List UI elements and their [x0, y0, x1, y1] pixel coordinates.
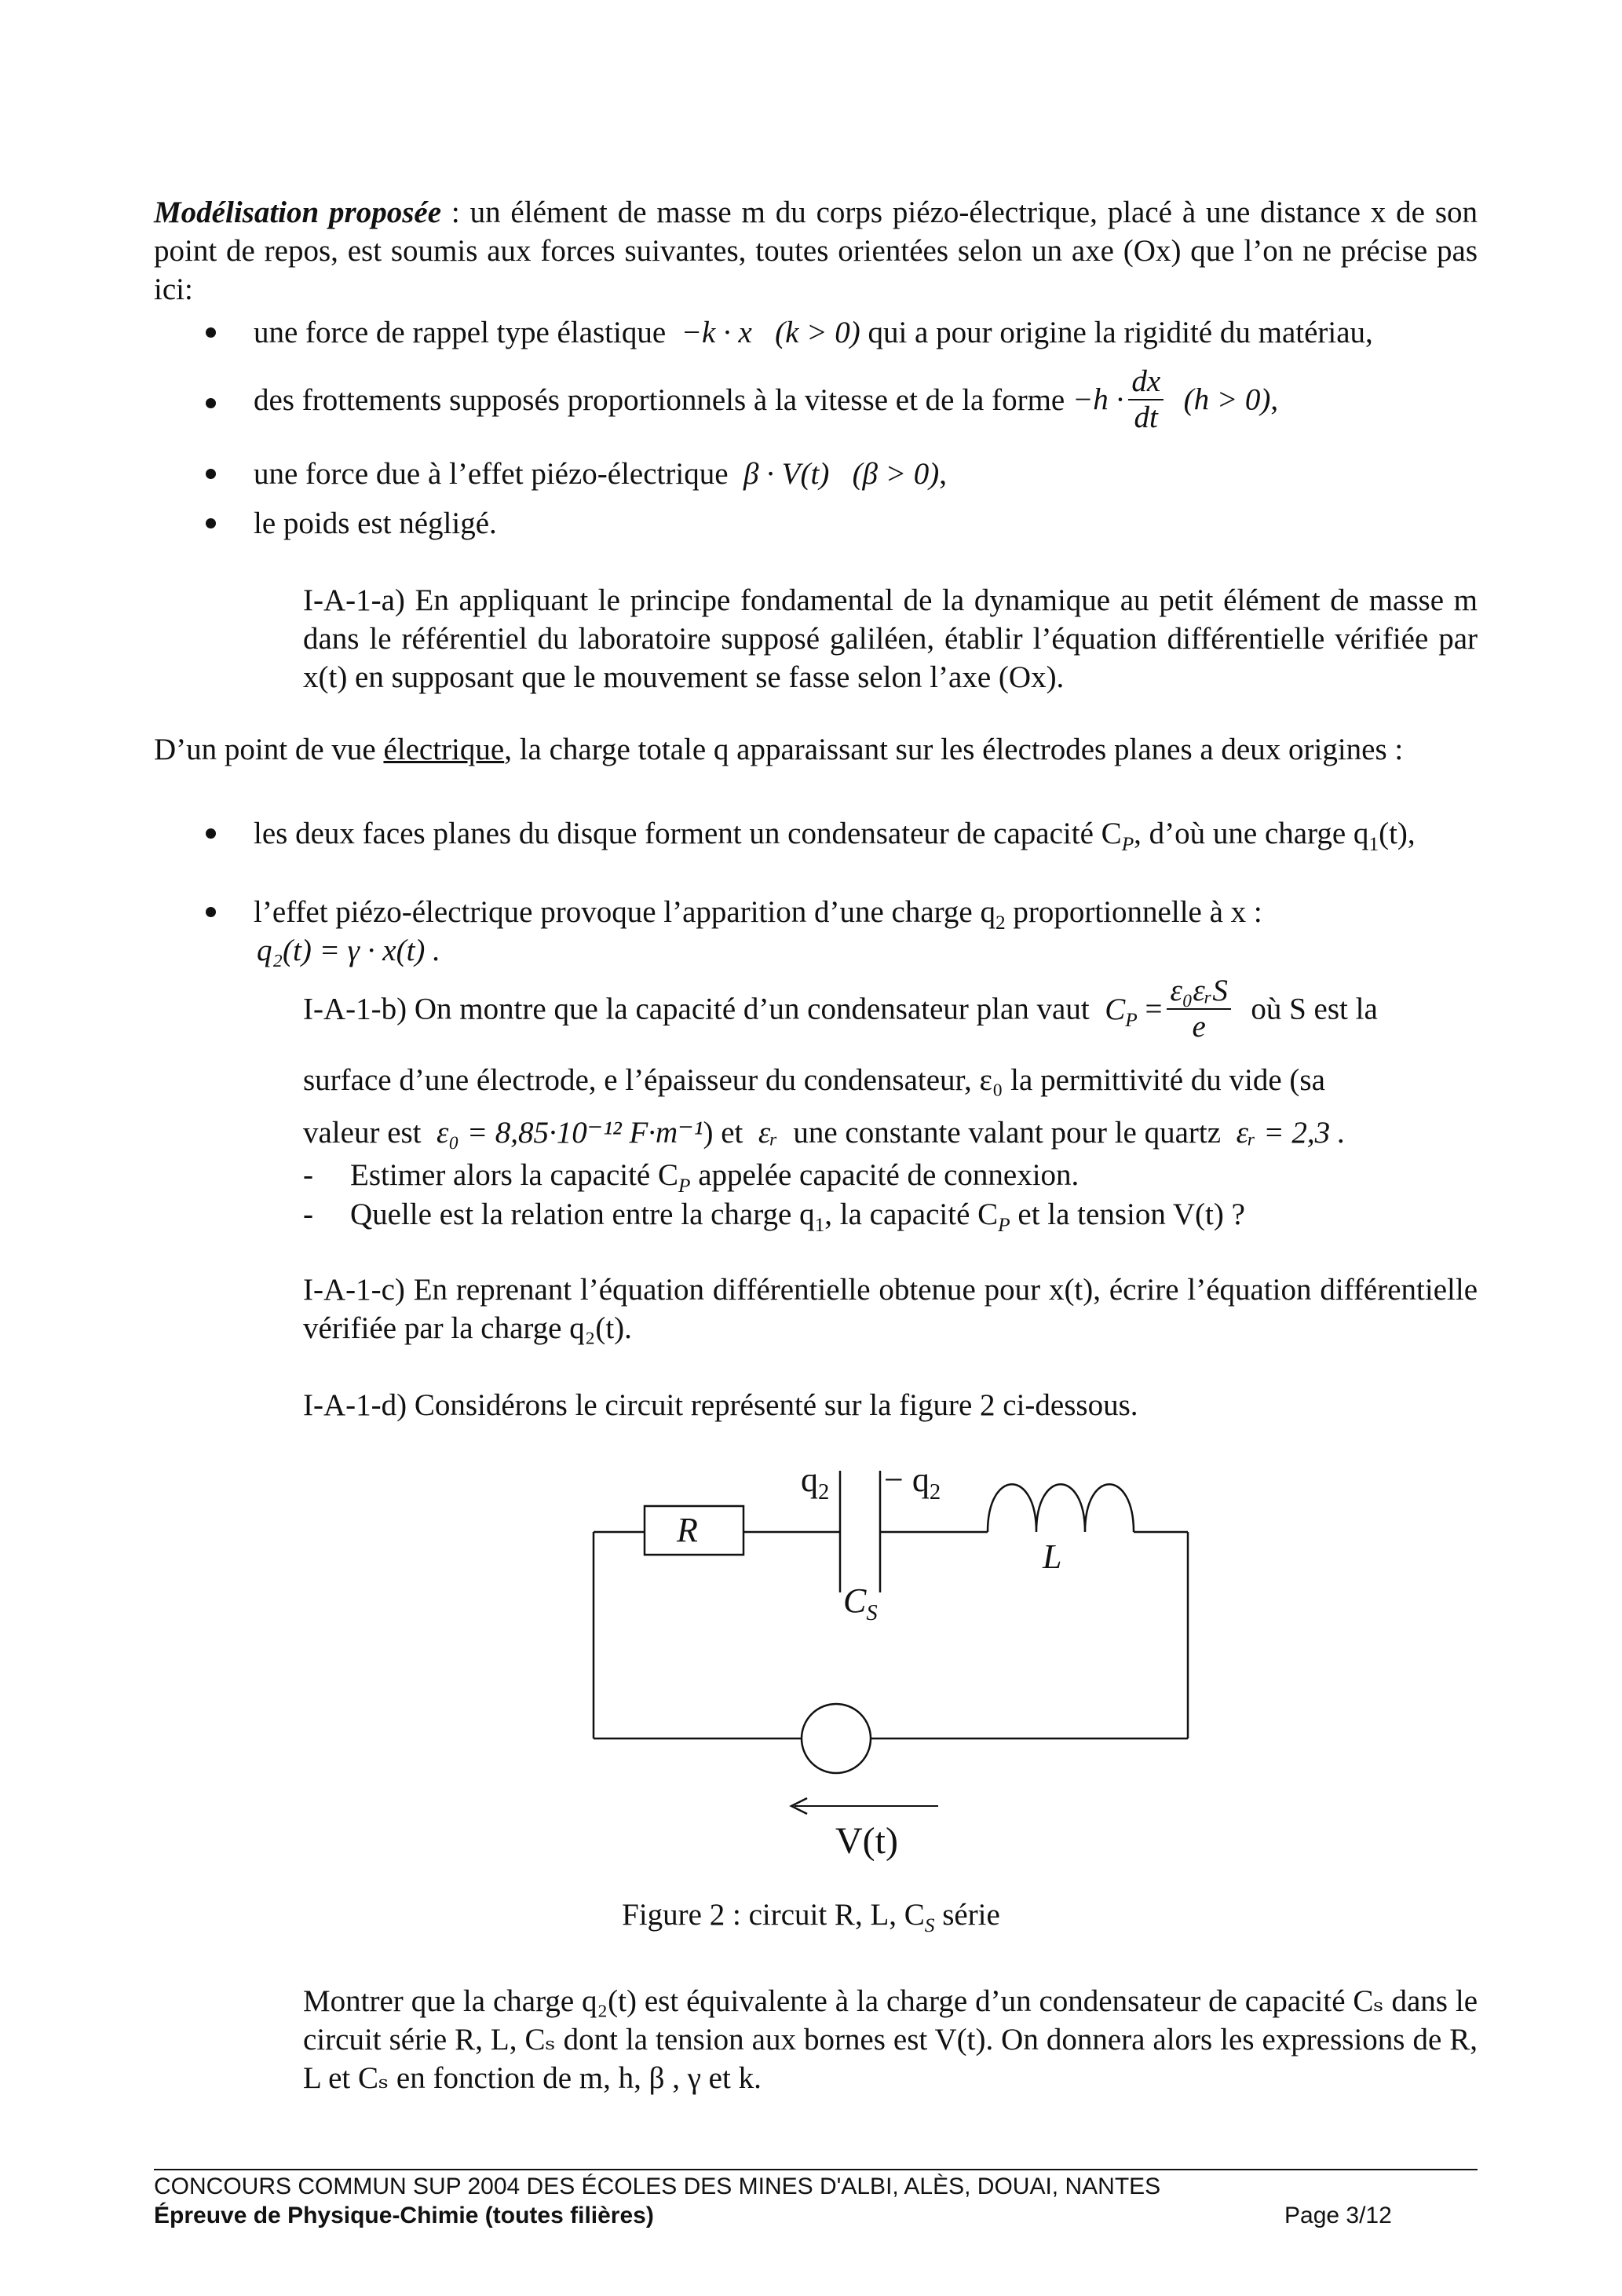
intro-text: : un élément de masse m du corps piézo-électrique, placé à une distance x de son point de repos, est soumis aux forces suivantes, toutes orientées selon un axe (Ox) que l’on ne précise pas ici:: [154, 196, 1478, 306]
cp-equals: =: [1145, 992, 1163, 1026]
force-friction-cond: (h > 0): [1183, 382, 1271, 417]
label-minus-q2-text: − q: [884, 1461, 930, 1499]
force-friction-math: −h ·: [1072, 382, 1124, 417]
label-minus-q2: [884, 1461, 941, 1504]
label-minus-q2-sub: 2: [929, 1479, 941, 1504]
figure-caption: [0, 1896, 1622, 1934]
force-weight-text: le poids est négligé.: [254, 506, 497, 540]
fraction-denominator: dt: [1134, 400, 1158, 434]
dash-marker: -: [303, 1158, 313, 1192]
footer-rule: [154, 2169, 1478, 2170]
label-Cs: [843, 1581, 878, 1625]
piezo-charge-equation: q₂(t) = γ · x(t) .: [257, 934, 440, 967]
cp-numerator: ε₀εᵣS: [1167, 974, 1230, 1010]
q1b-item2-post: et la tension V(t) ?: [1010, 1197, 1245, 1231]
epsilon-r: εᵣ: [758, 1116, 778, 1150]
caption-post: série: [934, 1898, 1000, 1932]
piezo-charge-sub: 2: [995, 911, 1006, 934]
cp-lhs-sub: P: [1125, 1008, 1138, 1031]
force-piezo-math: β · V(t): [743, 457, 830, 491]
caption-text: Figure 2 : circuit R, L, C: [622, 1898, 925, 1932]
fraction-numerator: dx: [1128, 364, 1164, 400]
q1b-l3-pre: valeur est: [303, 1116, 422, 1150]
cp-denominator: e: [1192, 1010, 1206, 1044]
q1b-l3-mid: ) et: [703, 1116, 743, 1150]
electric-underlined: électrique: [383, 733, 505, 766]
label-V: V(t): [835, 1820, 898, 1862]
footer-page: Page 3/12: [1284, 2203, 1392, 2228]
question-1b-line2: surface d’une électrode, e l’épaisseur du condensateur, ε₀ la permittivité du vide (sa: [303, 1063, 1325, 1097]
caption-sub: S: [924, 1914, 935, 1936]
force-elastic-tail: qui a pour origine la rigidité du matériau,: [868, 316, 1373, 349]
capacitor-end: (t),: [1379, 817, 1416, 850]
piezo-charge-post: proportionnelle à x :: [1005, 895, 1262, 929]
label-q2: [801, 1461, 830, 1504]
force-piezo-tail: ,: [939, 457, 948, 491]
capacitor-sub2: 1: [1368, 832, 1379, 855]
question-1a: I-A-1-a) En appliquant le principe fondamental de la dynamique au petit élément de masse m dans le référentiel du laboratoire supposé galiléen, établir l’équation différentielle vérifiée par x(t) en supposant que le mouvement se fasse selon l’axe (Ox).: [303, 583, 1478, 694]
closing-paragraph: Montrer que la charge q₂(t) est équivalente à la charge d’un condensateur de capacité Cₛ dans le circuit série R, L, Cₛ dont la tension aux bornes est V(t). On donnera alors les expressions de R, L et Cₛ en fonction de m, h, β , γ et k.: [303, 1984, 1478, 2095]
q1b-l3-post: une constante valant pour le quartz: [793, 1116, 1222, 1150]
epsilon0-value: ε₀ = 8,85·10⁻¹² F·m⁻¹: [437, 1116, 703, 1150]
label-q2-text: q: [801, 1461, 818, 1499]
question-1c: I-A-1-c) En reprenant l’équation différentielle obtenue pour x(t), écrire l’équation différentielle vérifiée par la charge q₂(t).: [303, 1273, 1478, 1345]
q1b-item2-text: Quelle est la relation entre la charge q: [350, 1197, 815, 1231]
q1b-post: où S est la: [1251, 992, 1378, 1026]
force-friction-tail: ,: [1270, 382, 1279, 417]
piezo-charge-text: l’effet piézo-électrique provoque l’apparition d’une charge q: [254, 895, 995, 929]
force-elastic-cond: (k > 0): [775, 316, 860, 349]
q1b-pre: I-A-1-b) On montre que la capacité d’un condensateur plan vaut: [303, 992, 1090, 1026]
dash-marker: -: [303, 1197, 313, 1231]
q1b-item1-sub: P: [678, 1174, 691, 1197]
footer-line1: CONCOURS COMMUN SUP 2004 DES ÉCOLES DES MINES D'ALBI, ALÈS, DOUAI, NANTES: [154, 2174, 1161, 2199]
q1b-item1-post: appelée capacité de connexion.: [690, 1158, 1080, 1192]
capacitor-sub: P: [1121, 832, 1134, 855]
q1b-item2-sub2: P: [998, 1213, 1010, 1236]
force-friction-text: des frottements supposés proportionnels à la vitesse et de la forme: [254, 382, 1065, 417]
label-R: R: [677, 1511, 698, 1549]
q1b-item1-text: Estimer alors la capacité C: [350, 1158, 678, 1192]
force-elastic-math: −k · x: [681, 316, 752, 349]
footer-line2: Épreuve de Physique-Chimie (toutes filières): [154, 2203, 654, 2228]
electric-post: , la charge totale q apparaissant sur les électrodes planes a deux origines :: [504, 733, 1404, 766]
electric-pre: D’un point de vue: [154, 733, 384, 766]
force-piezo-cond: (β > 0): [852, 457, 940, 491]
q1b-item2-mid: , la capacité C: [824, 1197, 999, 1231]
force-piezo-text: une force due à l’effet piézo-électrique: [254, 457, 729, 491]
cp-lhs: C: [1105, 992, 1126, 1026]
capacitor-post: , d’où une charge q: [1134, 817, 1369, 850]
q1b-item2-sub: 1: [814, 1213, 825, 1236]
label-Cs-sub: S: [866, 1600, 878, 1625]
force-elastic-text: une force de rappel type élastique: [254, 316, 667, 349]
question-1d: I-A-1-d) Considérons le circuit représenté sur la figure 2 ci-dessous.: [303, 1388, 1138, 1422]
label-Cs-text: C: [843, 1581, 867, 1620]
intro-lead: Modélisation proposée: [154, 196, 442, 229]
capacitor-text: les deux faces planes du disque forment un condensateur de capacité C: [254, 817, 1122, 850]
label-L: L: [1043, 1537, 1062, 1576]
epsilon-r-quartz: εᵣ = 2,3 .: [1236, 1116, 1346, 1150]
label-q2-sub: 2: [818, 1479, 830, 1504]
inductor: [988, 1484, 1134, 1532]
voltage-source: [802, 1704, 871, 1773]
